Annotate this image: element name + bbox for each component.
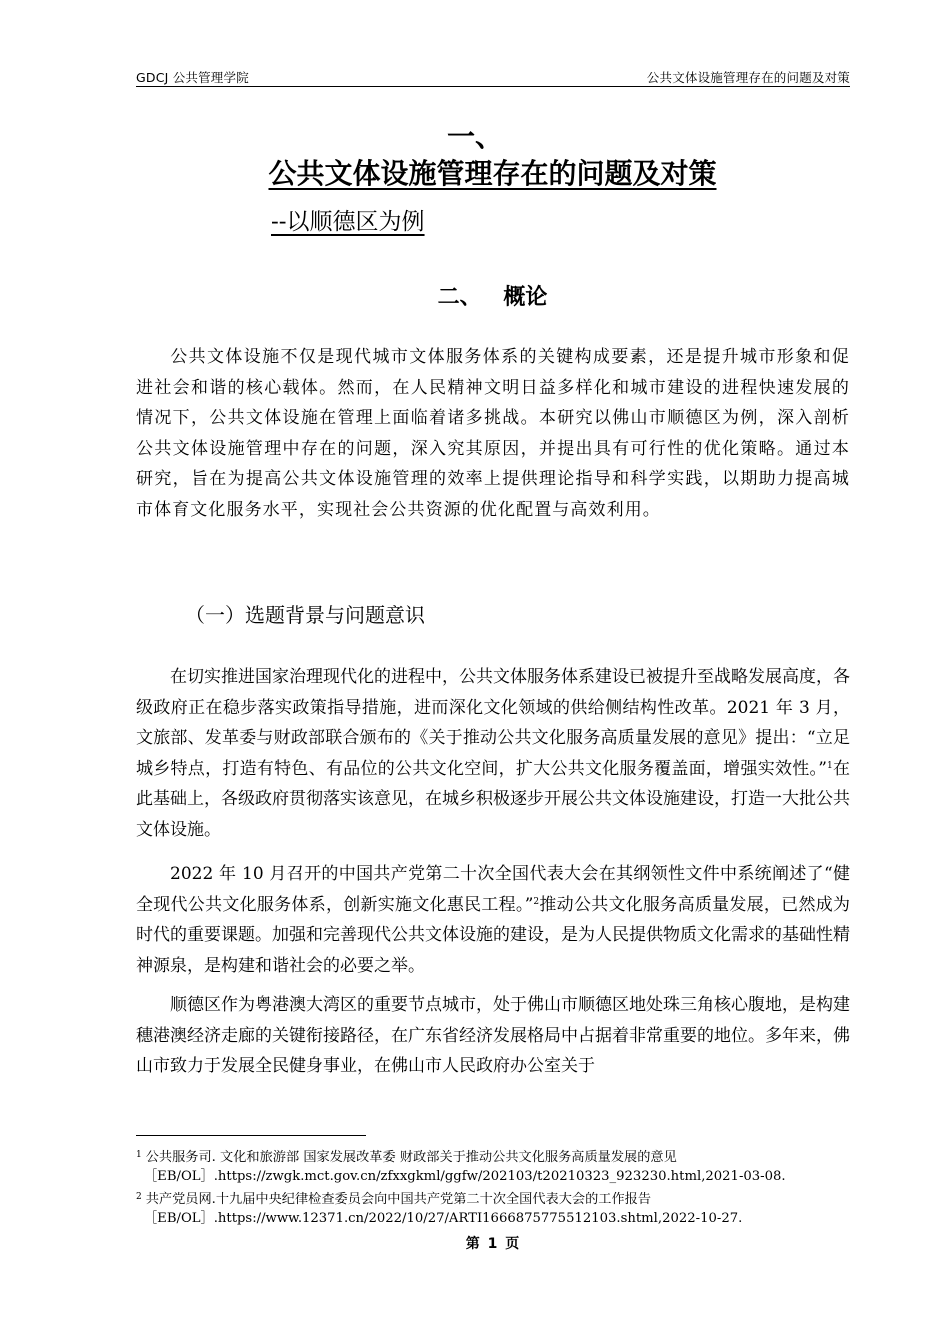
footnote-divider [136, 1135, 366, 1136]
paragraph-background-text-a: 在切实推进国家治理现代化的进程中，公共文体服务体系建设已被提升至战略发展高度，各级政府正在稳步落实政策指导措施，进而深化文化领域的供给侧结构性改革。2021 年 3 月，文旅部、发革委与财政部联合颁布的《关于推动公共文化服务高质量发展的意见》提出：“立足城乡特点，打造有特色、有品位的公共文化空间，扩大公共文化服务覆盖面，增强实效性。” [136, 667, 850, 779]
footnote-1-line2: ［EB/OL］.https://zwgk.mct.gov.cn/zfxxgkml/ggfw/202103/t20210323_923230.html,2021-03-08. [144, 1169, 786, 1184]
paragraph-shunde-text: 顺德区作为粤港澳大湾区的重要节点城市，处于佛山市顺德区地处珠三角核心腹地，是构建穗港澳经济走廊的关键衔接路径，在广东省经济发展格局中占据着非常重要的地位。多年来，佛山市致力于发展全民健身事业，在佛山市人民政府办公室关于 [136, 995, 850, 1076]
page-title [0, 156, 950, 192]
paragraph-congress-text-a: 2022 年 10 月召开的中国共产党第二十次全国代表大会在其纲领性文件中系统阐述了“健全现代公共文化服务体系，创新实施文化惠民工程。” [136, 864, 850, 915]
paragraph-shunde [136, 990, 850, 1082]
footnote-1 [136, 1146, 856, 1186]
footnote-ref-1: 1 [826, 760, 833, 771]
page-number: 第 1 页 [465, 1236, 520, 1252]
title-number: 一、 [446, 120, 503, 153]
page-title-text: 公共文体设施管理存在的问题及对策 [268, 157, 717, 190]
footnote-2-line1: 共产党员网.十九届中央纪律检查委员会向中国共产党第二十次全国代表大会的工作报告 [145, 1192, 652, 1207]
footnote-1-line1: 公共服务司. 文化和旅游部 国家发展改革委 财政部关于推动公共文化服务高质量发展的意见 [145, 1150, 677, 1165]
footnote-2-number: 2 [136, 1192, 142, 1202]
paragraph-background-text-b: 在此基础上，各级政府贯彻落实该意见，在城乡积极逐步开展公共文体设施建设，打造一大批公共文体设施。 [136, 758, 850, 840]
subsection-heading: （一）选题背景与问题意识 [185, 603, 425, 627]
paragraph-congress [136, 859, 850, 981]
footnote-1-number: 1 [136, 1150, 142, 1160]
paragraph-background [136, 662, 850, 845]
header-left-text: GDCJ 公共管理学院 [136, 70, 249, 85]
footnote-ref-2: 2 [533, 896, 540, 907]
header-divider [136, 86, 850, 87]
footnote-2 [136, 1188, 856, 1228]
paragraph-overview [136, 342, 850, 525]
paragraph-congress-text-b: 推动公共文化服务高质量发展，已然成为时代的重要课题。加强和完善现代公共文体设施的建设，是为人民提供物质文化需求的基础性精神源泉，是构建和谐社会的必要之举。 [136, 894, 850, 976]
footnote-2-line2: ［EB/OL］.https://www.12371.cn/2022/10/27/ARTI1666875775512103.shtml,2022-10-27. [144, 1211, 743, 1226]
page-subtitle: --以顺德区为例 [271, 209, 425, 235]
section-heading: 二、 概论 [437, 285, 548, 310]
paragraph-overview-text: 公共文体设施不仅是现代城市文体服务体系的关键构成要素，还是提升城市形象和促进社会和谐的核心载体。然而，在人民精神文明日益多样化和城市建设的进程快速发展的情况下，公共文体设施在管理上面临着诸多挑战。本研究以佛山市顺德区为例，深入剖析公共文体设施管理中存在的问题，深入究其原因，并提出具有可行性的优化策略。通过本研究，旨在为提高公共文体设施管理的效率上提供理论指导和科学实践，以期助力提高城市体育文化服务水平，实现社会公共资源的优化配置与高效利用。 [136, 347, 850, 520]
header-right-text: 公共文体设施管理存在的问题及对策 [646, 70, 850, 85]
